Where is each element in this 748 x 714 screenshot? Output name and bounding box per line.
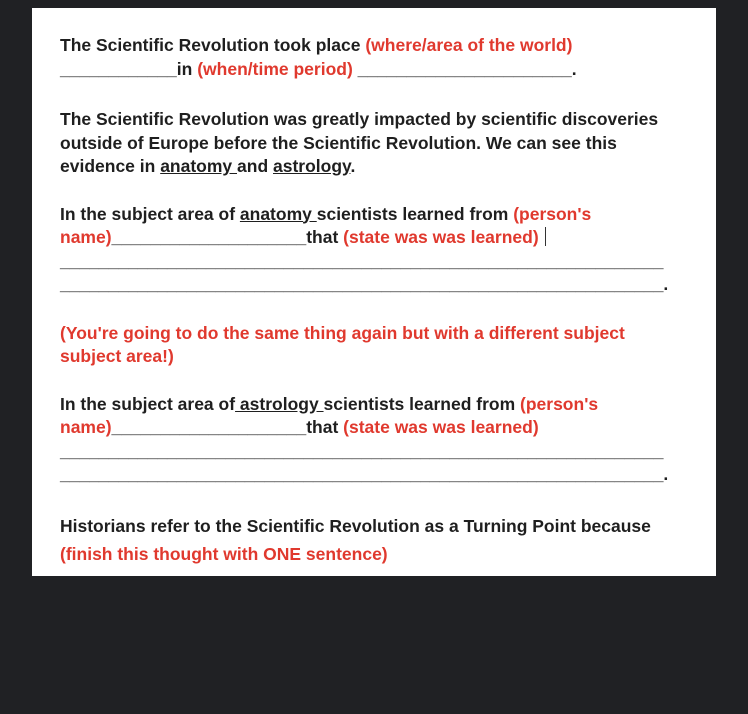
blank-line: ______________________________________________________________. xyxy=(60,464,669,484)
blank-line: ______________________________________________________________ xyxy=(60,440,664,461)
text: Historians refer to the Scientific Revolution as a Turning Point because xyxy=(60,515,651,536)
prompt-sentence: (finish this thought with ONE sentence) xyxy=(60,543,388,564)
text: In the subject area of xyxy=(60,203,240,224)
prompt-person: (person's xyxy=(520,393,599,414)
paragraph-instruction xyxy=(60,322,716,369)
underlined-astrology: astrology xyxy=(273,156,351,176)
text: . xyxy=(350,156,356,176)
text: in xyxy=(176,58,198,79)
text: that xyxy=(306,227,344,247)
underlined-astrology: astrology xyxy=(235,393,324,414)
text: In the subject area of xyxy=(60,393,236,414)
text: scientists learned from xyxy=(316,203,514,224)
text: scientists learned from xyxy=(323,393,521,414)
paragraph-impact xyxy=(60,108,716,179)
document-page[interactable] xyxy=(32,8,716,576)
text: subject area!) xyxy=(60,346,174,366)
paragraph-astrology xyxy=(60,393,716,487)
text: (You're going to do the same thing again but with a different subject xyxy=(60,322,625,343)
blank-line: ____________ xyxy=(60,58,177,79)
prompt-name: name) xyxy=(60,227,112,247)
underlined-anatomy: anatomy xyxy=(239,203,317,224)
underlined-anatomy: anatomy xyxy=(160,156,238,176)
paragraph-where-when xyxy=(60,34,716,81)
text: The Scientific Revolution was greatly impacted by scientific discoveries xyxy=(60,109,659,129)
prompt-where: (where/area of the world) xyxy=(365,35,573,55)
blank-line: ______________________________________________________________ xyxy=(60,250,664,271)
text: outside of Europe before the Scientific Revolution. We can see this xyxy=(60,132,617,153)
text: The Scientific Revolution took place xyxy=(60,35,366,55)
blank-line: ______________________. xyxy=(352,58,577,79)
prompt-name: name) xyxy=(60,417,112,437)
prompt-learned: (state was was learned) xyxy=(343,417,539,437)
prompt-when: (when/time period) xyxy=(197,58,353,79)
text: that xyxy=(306,417,344,437)
blank-line: ____________________ xyxy=(111,227,307,247)
text: and xyxy=(237,156,273,176)
blank-line: ____________________ xyxy=(111,417,307,437)
prompt-learned: (state was was learned) xyxy=(343,227,539,247)
paragraph-anatomy xyxy=(60,203,716,297)
paragraph-turning-point xyxy=(60,512,716,568)
blank-line: ______________________________________________________________. xyxy=(60,274,669,294)
prompt-person: (person's xyxy=(513,203,592,224)
text-cursor xyxy=(545,227,546,246)
text: evidence in xyxy=(60,156,161,176)
